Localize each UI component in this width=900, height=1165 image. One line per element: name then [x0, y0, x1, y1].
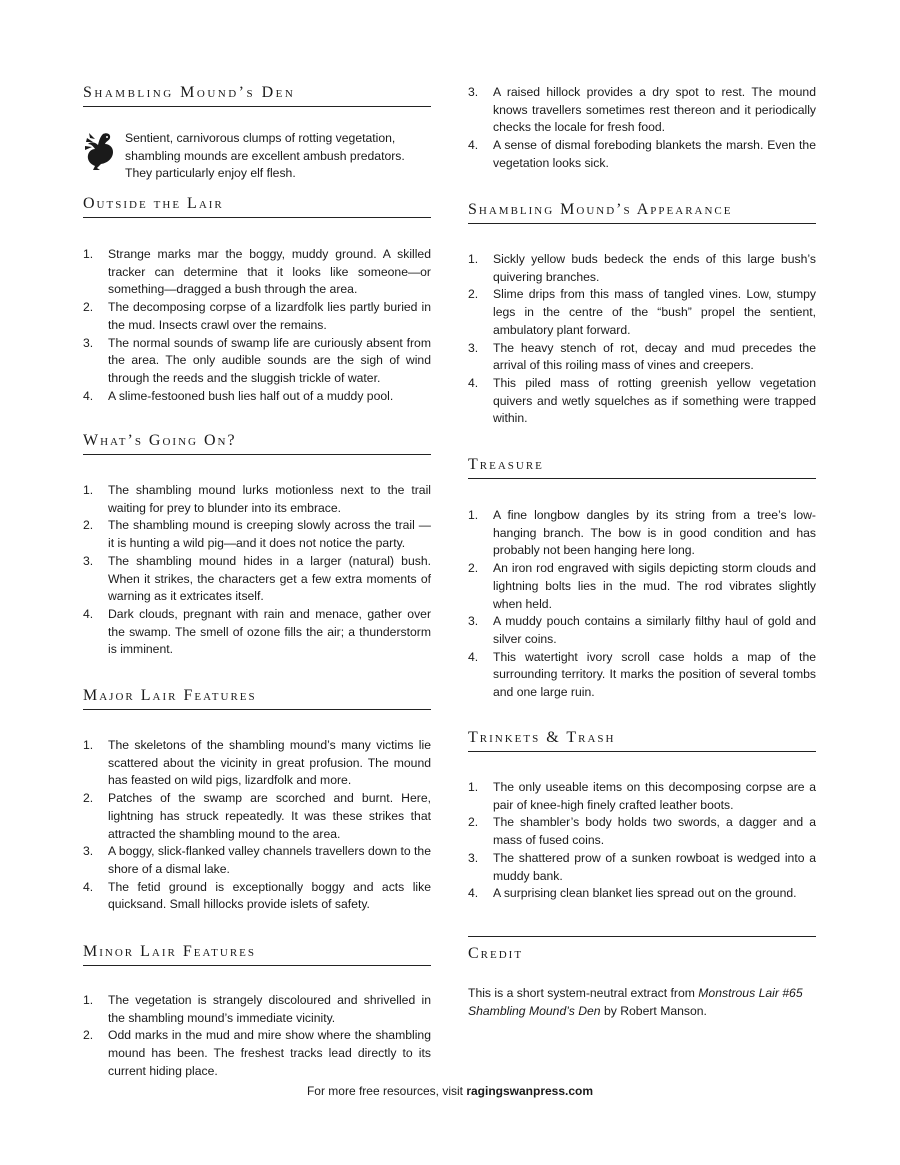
list-treasure: [468, 507, 816, 702]
footer-text: For more free resources, visit: [306, 1084, 467, 1098]
section-heading-trinkets: Trinkets & Trash: [468, 729, 816, 752]
list-item: 3. A raised hillock provides a dry spot to rest. The mound knows travellers sometimes rest thereon and it periodically checks the locale for fresh food.: [468, 85, 816, 135]
page-title: Shambling Mound’s Den: [83, 84, 431, 107]
raging-swan-icon: [83, 130, 117, 174]
list-item: 3. The heavy stench of rot, decay and mud precedes the arrival of this roiling mass of vines and creepers.: [468, 340, 816, 373]
list-item: 1. The vegetation is strangely discoloured and shrivelled in the shambling mound’s immediate vicinity.: [83, 993, 431, 1025]
list-item: 4. This watertight ivory scroll case holds a map of the surrounding territory. It marks the position of several tombs and one large ruin.: [468, 649, 816, 700]
list-item: 4. Dark clouds, pregnant with rain and menace, gather over the swamp. The smell of ozone fills the air; a thunderstorm is imminent.: [83, 606, 431, 657]
list-minor-features: [83, 992, 431, 1081]
list-item: 1. A fine longbow dangles by its string from a tree’s low-hanging branch. The bow is in good condition and has probably not been hanging here long.: [468, 508, 816, 558]
footer: [0, 1084, 900, 1098]
section-heading-whats-going-on: What’s Going On?: [83, 432, 431, 455]
list-item: 1. The skeletons of the shambling mound’s many victims lie scattered about the vicinity in great profusion. The mound has feasted on wild pigs, lizardfolk and more.: [83, 738, 431, 788]
list-item: 1. The only useable items on this decomposing corpse are a pair of knee-high finely crafted leather boots.: [468, 780, 816, 812]
section-heading-treasure: Treasure: [468, 456, 816, 479]
section-heading-outside: Outside the Lair: [83, 195, 431, 218]
list-item: 3. The shambling mound hides in a larger (natural) bush. When it strikes, the characters get a few extra moments of warning as it extricates itself.: [83, 553, 431, 604]
list-item: 1. Strange marks mar the boggy, muddy ground. A skilled tracker can determine that it looks like someone—or something—dragged a bush through the area.: [83, 247, 431, 297]
list-item: 2. Odd marks in the mud and mire show where the shambling mound has been. The freshest tracks lead directly to its current hiding place.: [83, 1028, 431, 1078]
list-item: 3. The shattered prow of a sunken rowboat is wedged into a muddy bank.: [468, 850, 816, 883]
list-item: 4. A surprising clean blanket lies spread out on the ground.: [468, 886, 797, 901]
list-item: 4. A sense of dismal foreboding blankets the marsh. Even the vegetation looks sick.: [468, 138, 816, 170]
list-item: 4. This piled mass of rotting greenish yellow vegetation quivers and wetly squelches as if something were trapped within.: [468, 375, 816, 426]
section-heading-major-features: Major Lair Features: [83, 687, 431, 710]
section-heading-credit: Credit: [468, 936, 816, 967]
list-trinkets: [468, 779, 816, 903]
list-item: 4. The fetid ground is exceptionally boggy and acts like quicksand. Small hillocks provide islets of safety.: [83, 879, 431, 912]
list-item: 3. A boggy, slick-flanked valley channels travellers down to the shore of a dismal lake.: [83, 844, 431, 876]
list-outside: [83, 246, 431, 405]
intro-text: Sentient, carnivorous clumps of rotting vegetation, shambling mounds are excellent ambush predators. They particularly enjoy elf flesh.: [125, 131, 405, 181]
list-appearance: [468, 251, 816, 428]
list-item: 1. Sickly yellow buds bedeck the ends of this large bush’s quivering branches.: [468, 252, 816, 284]
list-item: 1. The shambling mound lurks motionless next to the trail waiting for prey to blunder into its embrace.: [83, 483, 431, 515]
section-heading-appearance: Shambling Mound’s Appearance: [468, 201, 816, 224]
list-item: 3. The normal sounds of swamp life are curiously absent from the area. The only audible sounds are the sigh of wind through the reeds and the sluggish trickle of water.: [83, 335, 431, 385]
list-major-features: [83, 737, 431, 914]
list-item: 2. Slime drips from this mass of tangled vines. Low, stumpy legs in the centre of the “bush” propel the sentient, ambulatory plant forward.: [468, 287, 816, 337]
footer-link[interactable]: ragingswanpress.com: [466, 1084, 594, 1098]
list-item: 2. The shambler’s body holds two swords, a dagger and a mass of fused coins.: [468, 815, 816, 848]
list-item: 2. The shambling mound is creeping slowly across the trail —it is hunting a wild pig—and it does not notice the party.: [83, 518, 431, 551]
list-item: 2. Patches of the swamp are scorched and burnt. Here, lightning has struck repeatedly. It was these strikes that attracted the shambling mound to the area.: [83, 791, 431, 841]
list-item: 2. An iron rod engraved with sigils depicting storm clouds and lightning bolts lies in the mud. The rod vibrates slightly when held.: [468, 561, 816, 611]
section-heading-minor-features: Minor Lair Features: [83, 943, 431, 966]
credit-prefix: This is a short system-neutral extract from: [468, 986, 699, 1000]
list-item: 2. The decomposing corpse of a lizardfolk lies partly buried in the mud. Insects crawl over the remains.: [83, 300, 431, 332]
credit-text: [468, 985, 816, 1020]
list-item: 4. A slime-festooned bush lies half out of a muddy pool.: [83, 388, 394, 403]
list-item: 3. A muddy pouch contains a similarly filthy haul of gold and silver coins.: [468, 614, 816, 646]
credit-book-title: Monstrous Lair #65 Shambling Mound’s Den: [468, 986, 803, 1018]
credit-suffix: by Robert Manson.: [600, 1003, 707, 1018]
list-whats-going-on: [83, 482, 431, 659]
list-minor-features-continued: [468, 84, 816, 173]
intro-block: [83, 130, 431, 183]
